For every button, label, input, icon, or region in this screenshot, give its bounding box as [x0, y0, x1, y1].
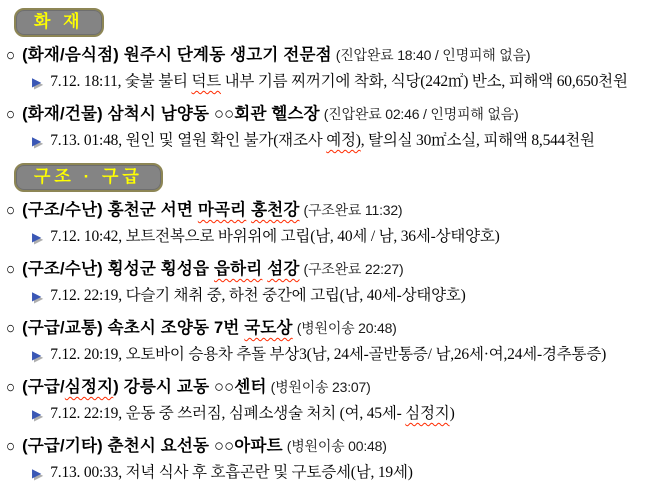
incident-detail-line — [32, 344, 660, 366]
incident-status: (병원이송 00:48) — [286, 438, 387, 454]
incident-title: (화재/건물) 삼척시 남양동 ○○회관 헬스장 — [22, 105, 320, 123]
incident-status: (구조완료 11:32) — [303, 202, 403, 218]
incident-detail: 7.13. 01:48, 원인 및 열원 확인 불가(재조사 예정), 탈의실 30㎡소실, 피해액 8,544천원 — [50, 132, 595, 149]
incident-status: (진압완료 18:40 / 인명피해 없음) — [335, 47, 531, 63]
incident-title: (구급/교통) 속초시 조양동 7번 국도상 — [22, 319, 293, 337]
incident-detail-line — [32, 462, 660, 484]
triangle-bullet-icon: ▶ — [32, 230, 42, 244]
incident-title-line — [6, 200, 660, 221]
section-items — [0, 200, 660, 484]
incident-detail: 7.12. 18:11, 숯불 불티 덕트 내부 기름 찌꺼기에 착화, 식당(242㎡) 반소, 피해액 60,650천원 — [50, 73, 628, 90]
incident-title: (구조/수난) 횡성군 횡성읍 읍하리 섬강 — [22, 260, 300, 278]
section-badge — [14, 163, 163, 192]
circle-bullet-icon: ○ — [6, 201, 16, 220]
incident-title-line — [6, 318, 660, 339]
incident-item — [6, 45, 660, 93]
incident-item — [6, 104, 660, 152]
section-title: 구조 · 구급 — [34, 167, 143, 186]
report-section-rescue-ems — [0, 163, 660, 484]
incident-title-text — [22, 200, 402, 221]
incident-status: (진압완료 02:46 / 인명피해 없음) — [323, 106, 519, 122]
incident-detail: 7.13. 00:33, 저녁 식사 후 호흡곤란 및 구토증세(남, 19세) — [50, 464, 413, 481]
incident-item — [6, 377, 660, 425]
triangle-bullet-icon: ▶ — [32, 348, 42, 362]
triangle-bullet-icon: ▶ — [32, 407, 42, 421]
incident-item — [6, 200, 660, 248]
section-items — [0, 45, 660, 152]
circle-bullet-icon: ○ — [6, 105, 16, 124]
incident-title-line — [6, 104, 660, 125]
incident-item — [6, 436, 660, 484]
incident-title-text — [22, 104, 518, 125]
incident-detail-line — [32, 226, 660, 248]
incident-item — [6, 318, 660, 366]
incident-title-text — [22, 259, 403, 280]
incident-detail-line — [32, 130, 660, 152]
incident-item — [6, 259, 660, 307]
triangle-bullet-icon: ▶ — [32, 289, 42, 303]
incident-detail-line — [32, 285, 660, 307]
incident-status: (병원이송 20:48) — [296, 320, 397, 336]
incident-status: (병원이송 23:07) — [270, 379, 371, 395]
incident-detail-line — [32, 403, 660, 425]
section-badge — [14, 8, 104, 37]
triangle-bullet-icon: ▶ — [32, 466, 42, 480]
section-title: 화 재 — [34, 12, 84, 31]
incident-title: (구급/기타) 춘천시 요선동 ○○아파트 — [22, 437, 283, 455]
report-section-fire — [0, 8, 660, 152]
circle-bullet-icon: ○ — [6, 260, 16, 279]
incident-detail: 7.12. 22:19, 다슬기 채취 중, 하천 중간에 고립(남, 40세-상태양호) — [50, 287, 466, 304]
incident-title-line — [6, 377, 660, 398]
circle-bullet-icon: ○ — [6, 319, 16, 338]
incident-detail: 7.12. 20:19, 오토바이 승용차 추돌 부상3(남, 24세-골반통증/ 남,26세·여,24세-경추통증) — [50, 346, 607, 363]
circle-bullet-icon: ○ — [6, 46, 16, 65]
incident-title-line — [6, 45, 660, 66]
incident-title: (화재/음식점) 원주시 단계동 생고기 전문점 — [22, 46, 332, 64]
triangle-bullet-icon: ▶ — [32, 134, 42, 148]
incident-title-text — [22, 45, 530, 66]
incident-title-text — [22, 377, 371, 398]
triangle-bullet-icon: ▶ — [32, 75, 42, 89]
incident-status: (구조완료 22:27) — [303, 261, 404, 277]
incident-title: (구조/수난) 홍천군 서면 마곡리 홍천강 — [22, 201, 300, 219]
incident-title-line — [6, 436, 660, 457]
circle-bullet-icon: ○ — [6, 437, 16, 456]
incident-detail: 7.12. 22:19, 운동 중 쓰러짐, 심폐소생술 처치 (여, 45세- 심정지) — [50, 405, 455, 422]
incident-title-text — [22, 436, 387, 457]
incident-title: (구급/심정지) 강릉시 교동 ○○센터 — [22, 378, 267, 396]
incident-detail: 7.12. 10:42, 보트전복으로 바위위에 고립(남, 40세 / 남, 36세-상태양호) — [50, 228, 500, 245]
incident-detail-line — [32, 71, 660, 93]
incident-title-line — [6, 259, 660, 280]
circle-bullet-icon: ○ — [6, 378, 16, 397]
incident-title-text — [22, 318, 397, 339]
